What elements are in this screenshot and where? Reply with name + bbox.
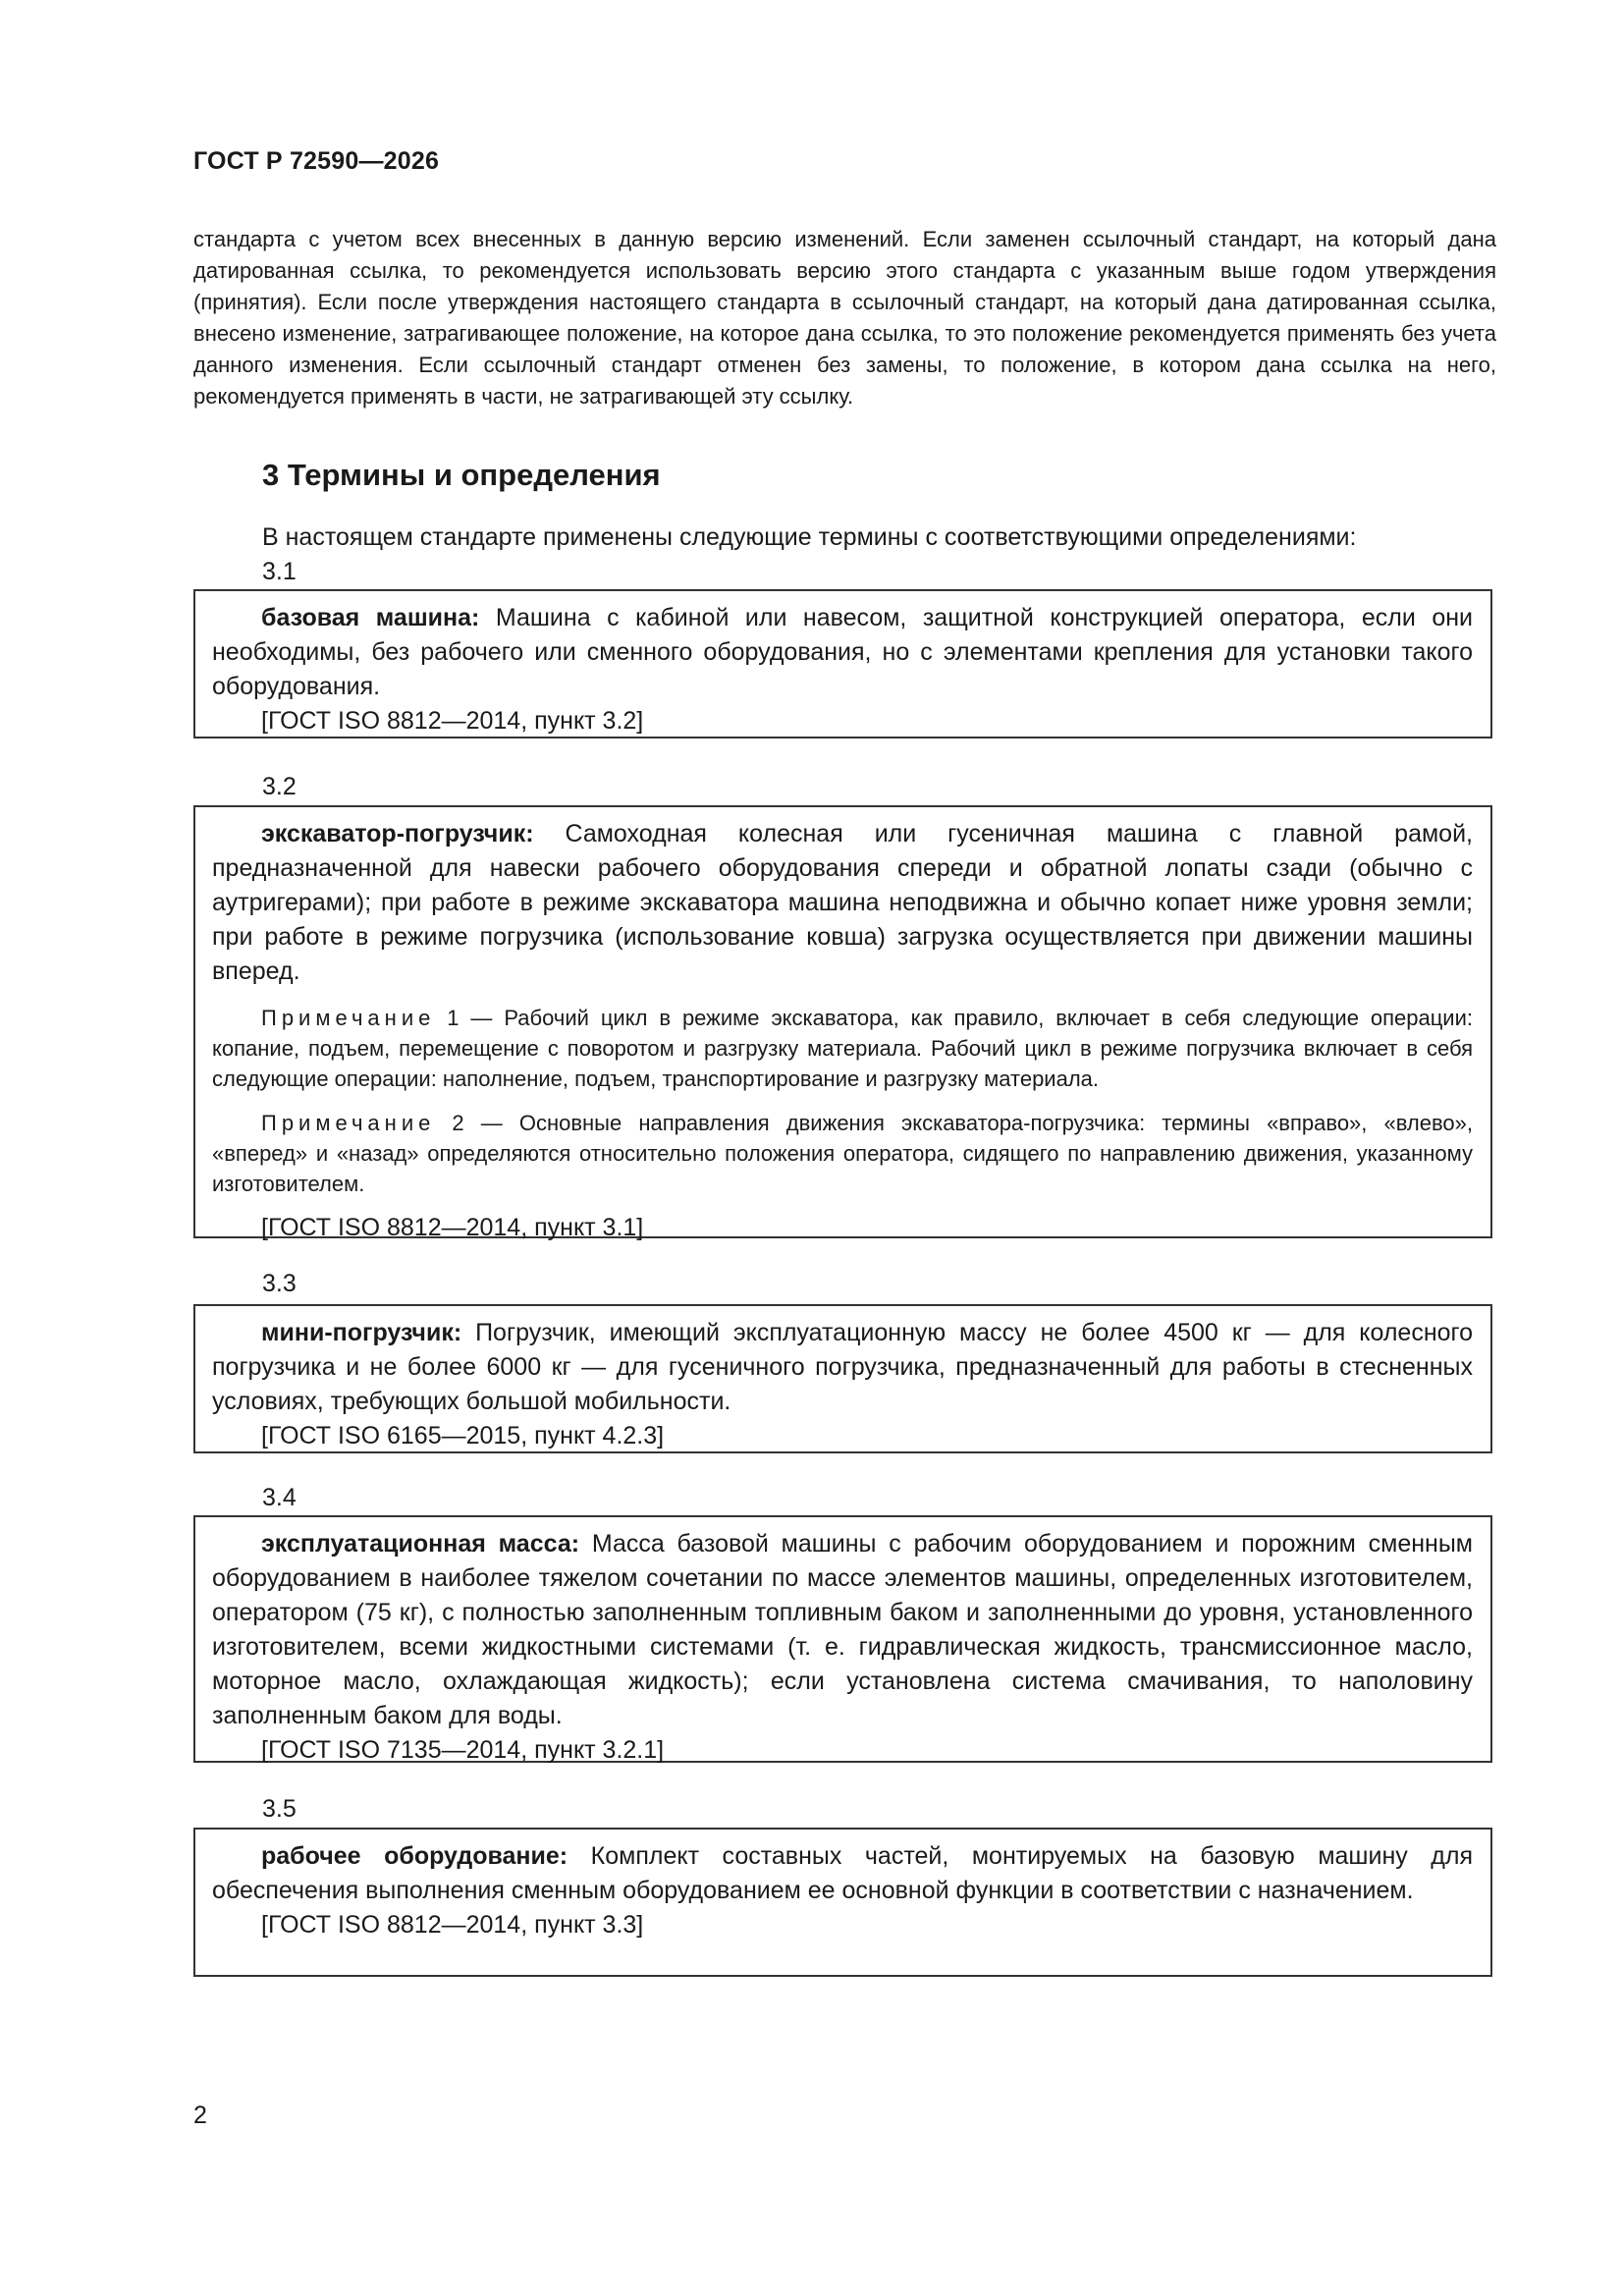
note-text: 2 — Основные направления движения экскаватора-погрузчика: термины «вправо», «влево», «вперед» и «назад» определяются относительно положения оператора, сидящего по направлению движения, указанному изготовителем. [212, 1111, 1473, 1196]
intro-paragraph: стандарта с учетом всех внесенных в данную версию изменений. Если заменен ссылочный стандарт, на который дана датированная ссылка, то рекомендуется использовать версию этого стандарта с указанным выше годом утверждения (принятия). Если после утверждения настоящего стандарта в ссылочный стандарт, на который дана датированная ссылка, внесено изменение, затрагивающее положение, на которое дана ссылка, то это положение рекомендуется применять без учета данного изменения. Если ссылочный стандарт отменен без замены, то положение, в котором дана ссылка на него, рекомендуется применять в части, не затрагивающей эту ссылку. [193, 227, 1496, 409]
term-source: [ГОСТ ISO 7135—2014, пункт 3.2.1] [261, 1736, 665, 1764]
section-title: 3 Термины и определения [262, 458, 661, 492]
term-box [193, 805, 1492, 1241]
term-number: 3.2 [262, 773, 297, 800]
note-label: Примечание [261, 1006, 436, 1030]
term-number: 3.5 [262, 1795, 297, 1823]
term-box [193, 1515, 1492, 1763]
term-box [193, 1828, 1492, 1977]
term-source: [ГОСТ ISO 6165—2015, пункт 4.2.3] [261, 1422, 665, 1449]
term-number: 3.3 [262, 1270, 297, 1297]
page-number: 2 [193, 2102, 207, 2129]
term-definition-text: Комплект составных частей, монтируемых на базовую машину для обеспечения выполнения сменным оборудованием ее основной функции в соответствии с назначением. [212, 1842, 1473, 1904]
note-label: Примечание [261, 1111, 436, 1135]
term-definition-text: Масса базовой машины с рабочим оборудованием и порожним сменным оборудованием в наиболее тяжелом сочетании по массе элементов машины, определенных изготовителем, оператором (75 кг), с полностью заполненным топливным баком и заполненными до уровня, установленного изготовителем, всеми жидкостными системами (т. е. гидравлическая жидкость, трансмиссионное масло, моторное масло, охлаждающая жидкость); если установлена система смачивания, то наполовину заполненным баком для воды. [212, 1530, 1473, 1729]
term-name: рабочее оборудование: [261, 1842, 568, 1870]
term-source: [ГОСТ ISO 8812—2014, пункт 3.1] [261, 1214, 644, 1241]
document-header: ГОСТ Р 72590—2026 [193, 147, 440, 175]
term-number: 3.1 [262, 558, 297, 585]
term-number: 3.4 [262, 1484, 297, 1511]
note-text: 1 — Рабочий цикл в режиме экскаватора, как правило, включает в себя следующие операции: копание, подъем, перемещение с поворотом и разгрузку материала. Рабочий цикл в режиме погрузчика включает в себя следующие операции: наполнение, подъем, транспортирование и разгрузку материала. [212, 1006, 1473, 1091]
term-definition [212, 1527, 1473, 1733]
term-source: [ГОСТ ISO 8812—2014, пункт 3.3] [261, 1911, 644, 1939]
term-definition-text: Погрузчик, имеющий эксплуатационную массу не более 4500 кг — для колесного погрузчика и не более 6000 кг — для гусеничного погрузчика, предназначенный для работы в стесненных условиях, требующих большой мобильности. [212, 1319, 1473, 1415]
term-definition [212, 817, 1473, 989]
term-definition [212, 1839, 1473, 1908]
term-definition [212, 601, 1473, 704]
term-box [193, 589, 1492, 738]
term-source: [ГОСТ ISO 8812—2014, пункт 3.2] [261, 707, 644, 735]
term-box [193, 1304, 1492, 1453]
term-definition [212, 1316, 1473, 1419]
term-note [212, 1003, 1473, 1094]
term-definition-text: Машина с кабиной или навесом, защитной конструкцией оператора, если они необходимы, без рабочего или сменного оборудования, но с элементами крепления для установки такого оборудования. [212, 604, 1473, 700]
section-lead: В настоящем стандарте применены следующие термины с соответствующими определениями: [262, 523, 1357, 551]
term-note [212, 1108, 1473, 1199]
term-name: эксплуатационная масса: [261, 1530, 580, 1558]
term-definition-text: Самоходная колесная или гусеничная машина с главной рамой, предназначенной для навески рабочего оборудования спереди и обратной лопаты сзади (обычно с аутригерами); при работе в режиме экскаватора машина неподвижна и обычно копает ниже уровня земли; при работе в режиме погрузчика (использование ковша) загрузка осуществляется при движении машины вперед. [212, 820, 1473, 985]
term-name: экскаватор-погрузчик: [261, 820, 534, 847]
term-name: базовая машина: [261, 604, 480, 631]
term-name: мини-погрузчик: [261, 1319, 462, 1346]
